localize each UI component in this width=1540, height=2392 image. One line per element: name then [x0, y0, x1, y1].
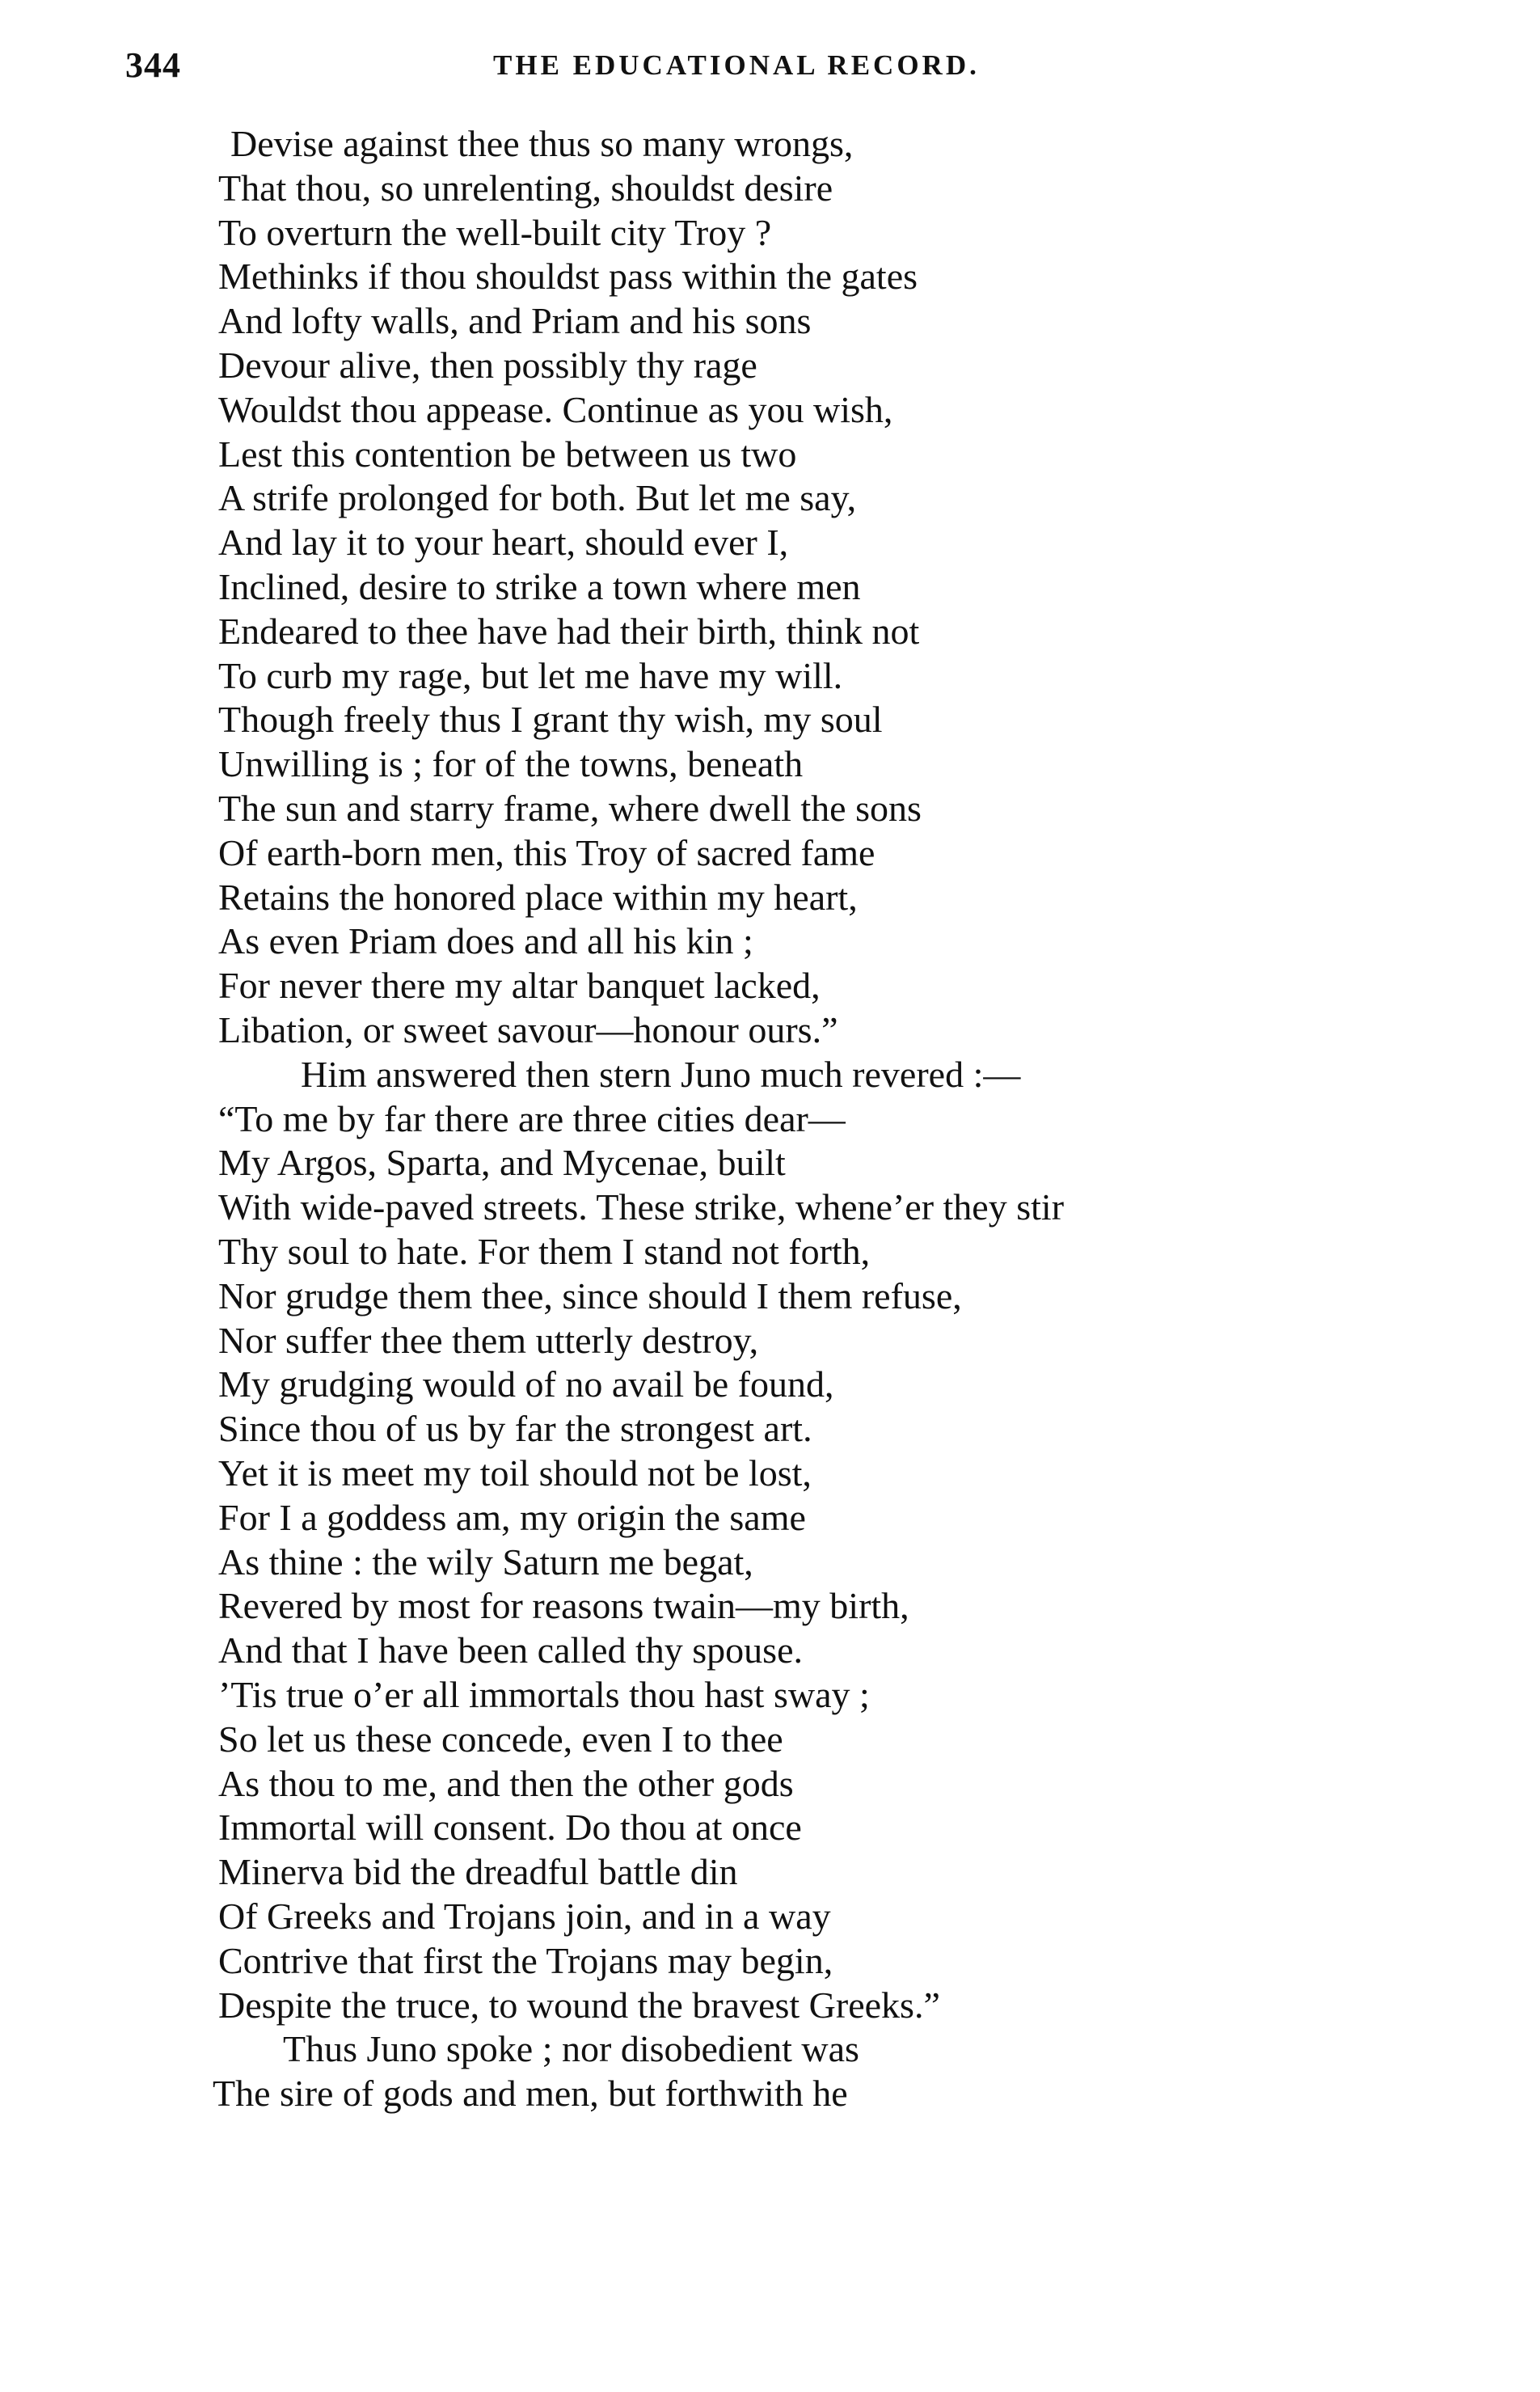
- poem-line: For never there my altar banquet lacked,: [218, 965, 821, 1006]
- poem-line: As thine : the wily Saturn me begat,: [218, 1541, 753, 1583]
- poem-line: Retains the honored place within my heart,: [218, 877, 858, 918]
- poem-line: To curb my rage, but let me have my will.: [218, 655, 843, 696]
- poem-line: Since thou of us by far the strongest art.: [218, 1408, 812, 1449]
- poem-line: As thou to me, and then the other gods: [218, 1763, 794, 1804]
- poem-line: Lest this contention be between us two: [218, 433, 797, 475]
- poem-line: And lofty walls, and Priam and his sons: [218, 300, 812, 341]
- poem-line: “To me by far there are three cities dear—: [218, 1098, 846, 1139]
- poem-line: Immortal will consent. Do thou at once: [218, 1807, 802, 1848]
- poem-line: Libation, or sweet savour—honour ours.”: [218, 1009, 838, 1050]
- poem-line: Contrive that first the Trojans may begin,: [218, 1940, 833, 1981]
- poem-line: As even Priam does and all his kin ;: [218, 920, 753, 961]
- poem-line: So let us these concede, even I to thee: [218, 1718, 783, 1760]
- poem-line: Of Greeks and Trojans join, and in a way: [218, 1895, 831, 1937]
- running-head: [125, 44, 1314, 93]
- poem-line: Of earth-born men, this Troy of sacred fame: [218, 832, 875, 873]
- poem-line: With wide-paved streets. These strike, whene’er they stir: [218, 1186, 1065, 1228]
- poem-line: Wouldst thou appease. Continue as you wish,: [218, 389, 893, 430]
- poem-line: For I a goddess am, my origin the same: [218, 1497, 806, 1538]
- poem-line: Yet it is meet my toil should not be lost,: [218, 1452, 812, 1494]
- poem-line: Methinks if thou shouldst pass within the gates: [218, 256, 918, 297]
- poem-line: Minerva bid the dreadful battle din: [218, 1851, 738, 1892]
- page-number: 344: [125, 45, 181, 85]
- poem-line: Unwilling is ; for of the towns, beneath: [218, 743, 804, 784]
- poem-line: Nor grudge them thee, since should I them refuse,: [218, 1275, 962, 1316]
- poem-line: Revered by most for reasons twain—my birth,: [218, 1585, 909, 1626]
- poem-line: Devour alive, then possibly thy rage: [218, 344, 757, 386]
- poem-line: A strife prolonged for both. But let me say,: [218, 477, 857, 518]
- poem-line: Devise against thee thus so many wrongs,: [230, 123, 854, 164]
- poem-line: Endeared to thee have had their birth, think not: [218, 611, 920, 652]
- poem-line: Thy soul to hate. For them I stand not forth,: [218, 1231, 871, 1272]
- poem-line: Nor suffer thee them utterly destroy,: [218, 1320, 759, 1361]
- poem-line: And lay it to your heart, should ever I,: [218, 522, 789, 563]
- poem-line: Him answered then stern Juno much revered :—: [301, 1054, 1021, 1095]
- poem-line: That thou, so unrelenting, shouldst desire: [218, 167, 833, 209]
- poem-line: My grudging would of no avail be found,: [218, 1363, 834, 1405]
- poem-line: Though freely thus I grant thy wish, my soul: [218, 699, 883, 740]
- poem-line: My Argos, Sparta, and Mycenae, built: [218, 1142, 786, 1183]
- journal-title: THE EDUCATIONAL RECORD.: [493, 49, 980, 81]
- poem-line: Inclined, desire to strike a town where men: [218, 566, 861, 607]
- poem-line: Thus Juno spoke ; nor disobedient was: [283, 2028, 859, 2069]
- poem-line: To overturn the well-built city Troy ?: [218, 212, 772, 253]
- poem-line: The sun and starry frame, where dwell the sons: [218, 788, 922, 829]
- poem-line: The sire of gods and men, but forthwith he: [213, 2073, 848, 2114]
- poem-line: And that I have been called thy spouse.: [218, 1629, 803, 1671]
- poem-line: Despite the truce, to wound the bravest Greeks.”: [218, 1984, 940, 2026]
- poem-line: ’Tis true o’er all immortals thou hast sway ;: [218, 1674, 870, 1715]
